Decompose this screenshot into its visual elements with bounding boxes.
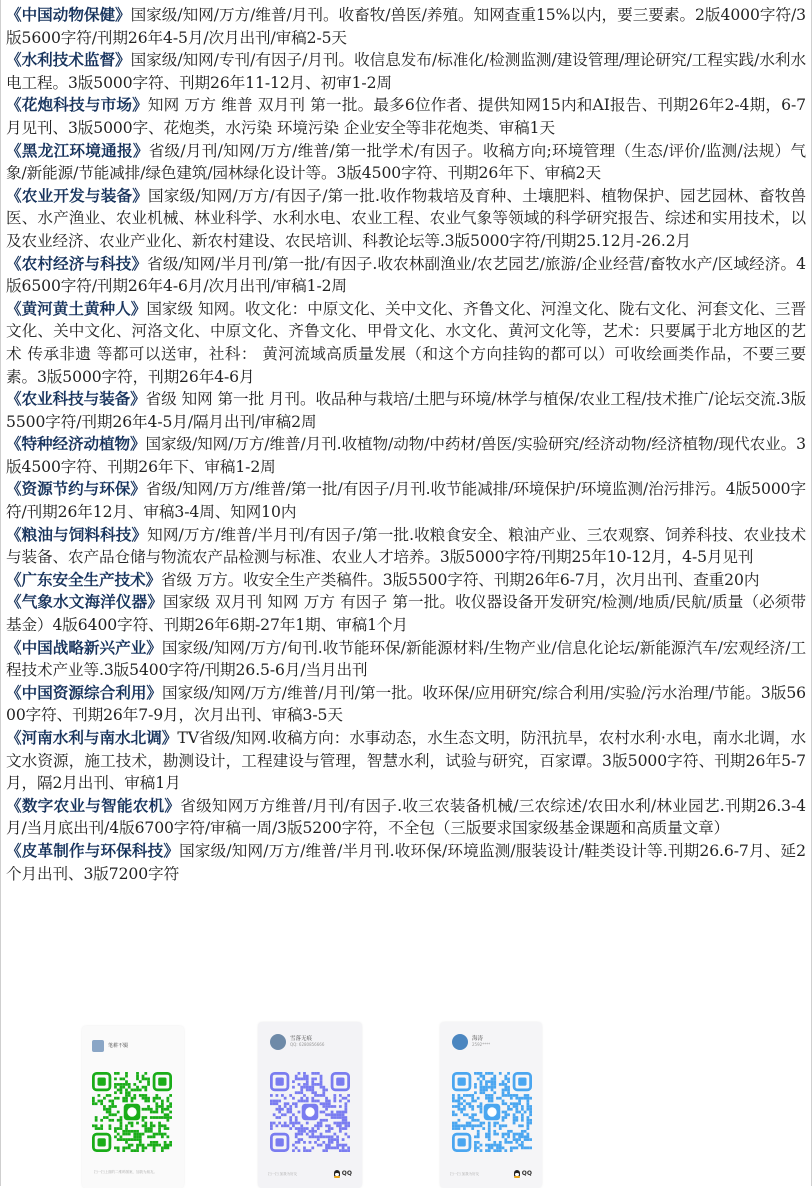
journal-name: 《黑龙江环境通报》 (6, 140, 149, 160)
qq-qr-footer-1: 扫一扫 加我为好友 (268, 1172, 298, 1176)
qq-logo-icon: QQ (334, 1170, 352, 1177)
journal-entry (6, 253, 806, 298)
journal-name: 《农村经济与科技》 (6, 253, 148, 273)
journal-entry (6, 298, 806, 388)
journal-description: 省级 万方。收安全生产类稿件。3版5500字符、刊期26年6-7月，次月出刊、查重20内 (160, 570, 760, 589)
journal-name: 《粮油与饲料科技》 (6, 524, 148, 544)
qq-avatar-2 (452, 1034, 468, 1050)
qq-logo-icon: QQ (514, 1170, 532, 1177)
journal-description: 国家级/知网/万方/维普/月刊。收畜牧/兽医/养殖。知网查重15%以内，要三要素。2版4000字符/3版5600字符/刊期26年4-5月/次月出刊/审稿2-5天 (6, 6, 807, 47)
journal-entry (6, 637, 806, 682)
journal-description: 国家级/知网/万方/维普/月刊.收植物/动物/中药材/兽医/实验研究/经济动物/经济植物/现代农业。3版4500字符、刊期26年下、审稿1-2周 (6, 435, 806, 476)
journal-description: 国家级 双月刊 知网 万方 有因子 第一批。收仪器设备开发研究/检测/地质/民航/质量（必须带基金）4版6400字符、刊期26年6期-27年1期、审稿1个月 (6, 593, 806, 635)
journal-name: 《中国资源综合利用》 (6, 682, 163, 702)
journal-name: 《中国动物保健》 (6, 5, 131, 24)
journal-entry (6, 727, 806, 795)
journal-description: 国家级/知网/专刊/有因子/月刊。收信息发布/标准化/检测监测/建设管理/理论研究/工程实践/水利水电工程。3版5000字符、刊期26年11-12月、初审1-2周 (6, 51, 806, 92)
qq-qr-code-1 (270, 1072, 350, 1152)
wechat-avatar (92, 1040, 104, 1052)
journal-description: 知网/万方/维普/半月刊/有因子/第一批.收粮食安全、粮油产业、三农观察、饲养科技、农业技术与装备、农产品仓储与物流农产品检测与标准、农业人才培养。3版5000字符/刊期25年10-12月，4-5月见刊 (6, 525, 806, 567)
journal-description: 国家级 知网。收文化：中原文化、关中文化、齐鲁文化、河湟文化、陇右文化、河套文化、三晋文化、关中文化、河洛文化、中原文化、齐鲁文化、甲骨文化、水文化、黄河文化等，艺术：只要属于北方地区的艺术 传承非遗 等都可以送审，社科： 黄河流域高质量发展（和这个方向挂钩的都可以）可收绘画类作品，不要三要素。3版5000字符，刊期26年4-6月 (6, 299, 806, 386)
journal-entry (6, 524, 806, 569)
qq-nickname-2: 海涛 (472, 1036, 484, 1042)
journal-description: 国家级/知网/万方/维普/半月刊.收环保/环境监测/服装设计/鞋类设计等.刊期26.6-7月、延2个月出刊、3版7200字符 (6, 841, 806, 883)
journal-name: 《气象水文海洋仪器》 (6, 592, 163, 612)
journal-name: 《广东安全生产技术》 (6, 569, 161, 589)
wechat-qr-code (92, 1072, 172, 1152)
qr-code-area (0, 1022, 812, 1188)
journal-entry (6, 4, 806, 49)
qq-number-1: QQ: 6280856666 (290, 1042, 325, 1047)
journal-name: 《数字农业与智能农机》 (6, 795, 181, 815)
journal-name: 《皮革制作与环保科技》 (6, 840, 180, 860)
journal-description: 省级知网万方维普/月刊/有因子.收三农装备机械/三农综述/农田水利/林业园艺.刊期26.3-4月/当月底出刊/4版6700字符/审稿一周/3版5200字符，不全包（三版要求国家级基金课题和高质量文章） (6, 796, 806, 838)
journal-name: 《农业科技与装备》 (6, 389, 146, 409)
journal-entry (6, 569, 806, 592)
journal-entry (6, 185, 806, 253)
journal-name: 《河南水利与南水北调》 (6, 728, 178, 747)
journal-description: 国家级/知网/万方/旬刊.收节能环保/新能源材料/生物产业/信息化论坛/新能源汽车/宏观经济/工程技术产业等.3版5400字符/刊期26.5-6月/当月出刊 (6, 638, 806, 680)
journal-entry (6, 433, 806, 478)
journal-entry (6, 94, 806, 139)
journal-name: 《特种经济动植物》 (6, 434, 146, 454)
journal-description: 知网 万方 维普 双月刊 第一批。最多6位作者、提供知网15内和AI报告、刊期26年2-4期，6-7月见刊、3版5000字、花炮类，水污染 环境污染 企业安全等非花炮类、审稿1天 (6, 96, 806, 137)
journal-description: 省级/月刊/知网/万方/维普/第一批学术/有因子。收稿方向;环境管理（生态/评价/监测/法规）气象/新能源/节能减排/绿色建筑/园林绿化设计等。3版4500字符、刊期26年下、审稿2天 (6, 141, 806, 183)
qq-number-2: 2592**** (472, 1042, 491, 1047)
journal-name: 《水利技术监督》 (6, 50, 131, 70)
journal-name: 《中国战略新兴产业》 (6, 637, 162, 657)
journal-description: 国家级/知网/万方/维普/月刊/第一批。收环保/应用研究/综合利用/实验/污水治理/节能。3版5600字符、刊期26年7-9月，次月出刊、审稿3-5天 (6, 683, 806, 725)
journal-entry (6, 840, 806, 885)
journal-name: 《花炮科技与市场》 (6, 95, 148, 115)
journal-name: 《农业开发与装备》 (6, 185, 149, 205)
qq-qr-card-2 (440, 1022, 542, 1188)
journal-description: 省级 知网 第一批 月刊。收品种与栽培/土肥与环境/林学与植保/农业工程/技术推广/论坛交流.3版5500字符/刊期26年4-5月/隔月出刊/审稿2周 (6, 390, 806, 431)
wechat-qr-footer: 扫一扫上面的二维码图案，加我为朋友。 (94, 1170, 157, 1174)
journal-entry (6, 140, 806, 185)
qq-nickname-1: 雪落无痕 (290, 1036, 313, 1042)
journal-entry (6, 591, 806, 636)
qq-qr-card-1 (258, 1022, 362, 1188)
journal-description: 省级/知网/万方/维普/第一批/有因子/月刊.收节能减排/环境保护/环境监测/治污排污。4版5000字符/刊期26年12月、审稿3-4周、知网10内 (6, 480, 806, 522)
journal-entry (6, 388, 806, 433)
journal-name: 《资源节约与环保》 (6, 479, 146, 499)
journal-name: 《黄河黄土黄种人》 (6, 298, 147, 318)
journal-description: 国家级/知网/万方/有因子/第一批.收作物栽培及育种、土壤肥料、植物保护、园艺园林、畜牧兽医、水产渔业、农业机械、林业科学、水利水电、农业工程、农业气象等领域的科学研究报告、综述和实用技术，以及农业经济、农业产业化、新农村建设、农民培训、科教论坛等.3版5000字符/刊期25.12月-26.2月 (6, 186, 806, 250)
journal-entry (6, 682, 806, 727)
qq-qr-footer-2: 扫一扫 加我为好友 (450, 1172, 480, 1176)
journal-description: TV省级/知网.收稿方向：水事动态，水生态文明，防汛抗旱，农村水利·水电，南水北调，水文水资源，施工技术，勘测设计，工程建设与管理，智慧水利，试验与研究，百家谭。3版5000字符、刊期26年5-7月，隔2月出刊、审稿1月 (6, 729, 807, 793)
journal-list (6, 4, 806, 885)
journal-entry (6, 795, 806, 840)
journal-description: 省级/知网/半月刊/第一批/有因子.收农林副渔业/农艺园艺/旅游/企业经营/畜牧水产/区域经济。4版6500字符/刊期26年4-6月/次月出刊/审稿1-2周 (6, 254, 806, 296)
journal-entry (6, 478, 806, 523)
wechat-nickname: 笔耕不辍 (108, 1043, 129, 1049)
qq-avatar-1 (270, 1034, 286, 1050)
wechat-qr-card (82, 1026, 184, 1188)
journal-entry (6, 49, 806, 94)
qq-qr-code-2 (452, 1072, 532, 1152)
